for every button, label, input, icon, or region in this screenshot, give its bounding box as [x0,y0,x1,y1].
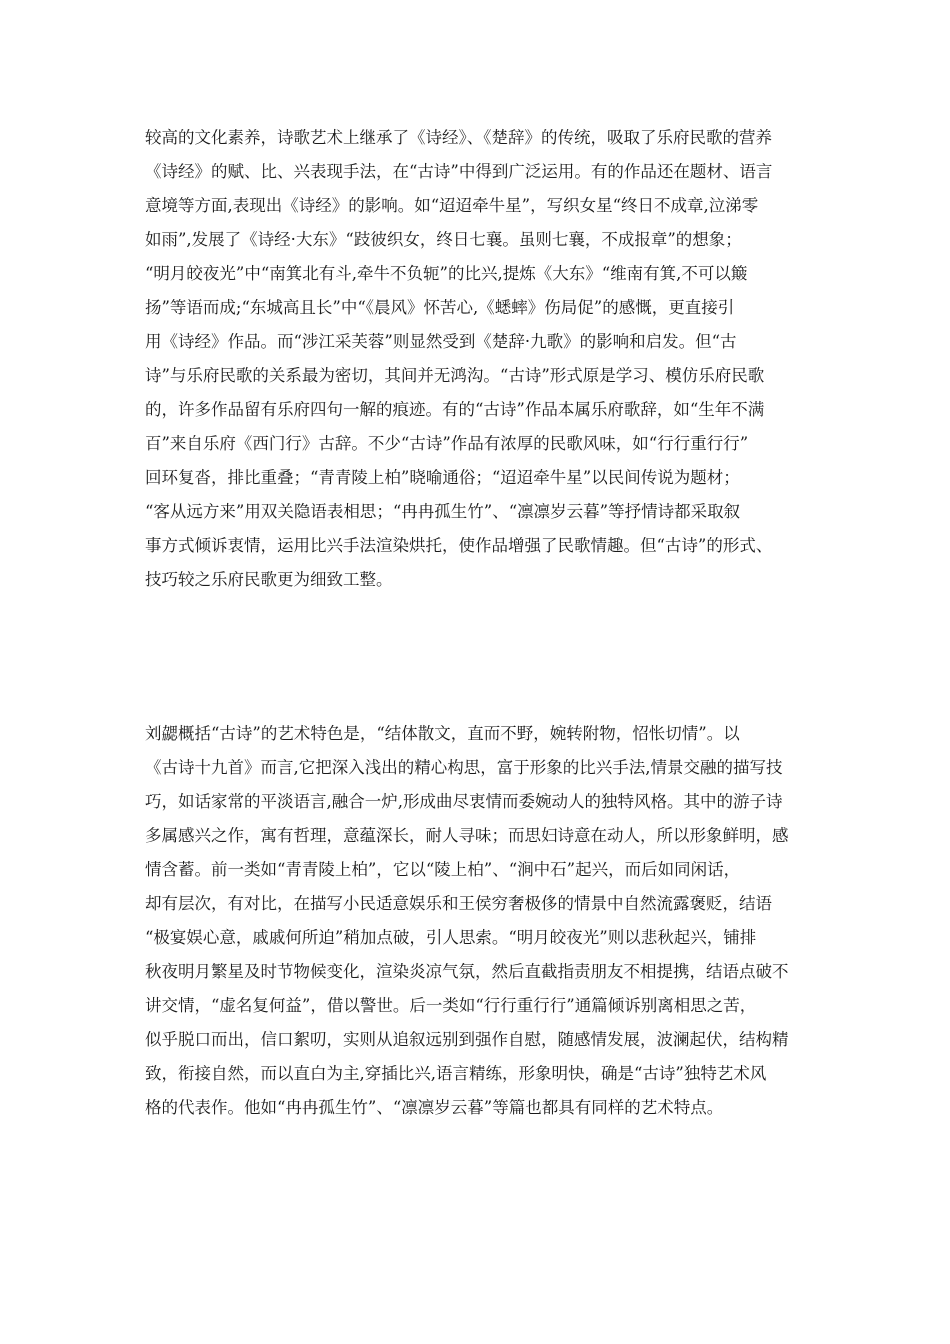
text-line: 刘勰概括“古诗”的艺术特色是，“结体散文，直而不野，婉转附物，怊怅切情”。以 [145,724,740,743]
paragraph-1 [145,121,815,597]
text-line: 讲交情，“虚名复何益”，借以警世。后一类如“行行重行行”通篇倾诉别离相思之苦， [145,996,757,1015]
text-line: 格的代表作。他如“冉冉孤生竹”、“凛凛岁云暮”等篇也都具有同样的艺术特点。 [145,1098,724,1117]
text-line: 事方式倾诉衷情，运用比兴手法渲染烘托，使作品增强了民歌情趣。但“古诗”的形式、 [145,536,773,555]
text-line: 致，衔接自然，而以直白为主,穿插比兴,语言精练，形象明快，确是“古诗”独特艺术风 [145,1064,767,1083]
text-line: 意境等方面,表现出《诗经》的影响。如“迢迢牵牛星”，写织女星“终日不成章,泣涕零 [145,196,759,215]
text-line: 似乎脱口而出，信口絮叨，实则从追叙远别到强作自慰，随感情发展，波澜起伏，结构精 [145,1030,789,1049]
text-line: 扬”等语而成;“东城高且长”中“《晨风》怀苦心,《蟋蟀》伤局促”的感慨，更直接引 [145,298,735,317]
text-line: 如雨”,发展了《诗经·大东》“跂彼织女，终日七襄。虽则七襄，不成报章”的想象； [145,230,742,249]
text-line: 诗”与乐府民歌的关系最为密切，其间并无鸿沟。“古诗”形式原是学习、模仿乐府民歌 [145,366,765,385]
text-line: 却有层次，有对比，在描写小民适意娱乐和王侯穷奢极侈的情景中自然流露褒贬，结语 [145,894,772,913]
text-line: 的，许多作品留有乐府四句一解的痕迹。有的“古诗”作品本属乐府歌辞，如“生年不满 [145,400,765,419]
text-line: “极宴娱心意，戚戚何所迫”稍加点破，引人思索。“明月皎夜光”则以悲秋起兴，铺排 [145,928,757,947]
text-line: “明月皎夜光”中“南箕北有斗,牵牛不负轭”的比兴,提炼《大东》“维南有箕,不可以簸 [145,264,748,283]
text-line: 用《诗经》作品。而“涉江采芙蓉”则显然受到《楚辞·九歌》的影响和启发。但“古 [145,332,737,351]
text-line: 《诗经》的赋、比、兴表现手法，在“古诗”中得到广泛运用。有的作品还在题材、语言 [145,162,773,181]
text-line: 《古诗十九首》而言,它把深入浅出的精心构思，富于形象的比兴手法,情景交融的描写技 [145,758,783,777]
text-line: 技巧较之乐府民歌更为细致工整。 [145,570,393,589]
text-line: 回环复沓，排比重叠；“青青陵上柏”晓喻通俗；“迢迢牵牛星”以民间传说为题材； [145,468,740,487]
text-line: “客从远方来”用双关隐语表相思；“冉冉孤生竹”、“凛凛岁云暮”等抒情诗都采取叙 [145,502,741,521]
text-line: 情含蓄。前一类如“青青陵上柏”，它以“陵上柏”、“涧中石”起兴，而后如同闲话， [145,860,741,879]
text-line: 秋夜明月繁星及时节物候变化，渲染炎凉气氛，然后直截指责朋友不相提携，结语点破不 [145,962,789,981]
text-line: 较高的文化素养，诗歌艺术上继承了《诗经》、《楚辞》的传统，吸取了乐府民歌的营养 [145,128,772,147]
text-line: 巧，如话家常的平淡语言,融合一炉,形成曲尽衷情而委婉动人的独特风格。其中的游子诗 [145,792,783,811]
text-line: 多属感兴之作，寓有哲理，意蕴深长，耐人寻味；而思妇诗意在动人，所以形象鲜明，感 [145,826,789,845]
paragraph-2 [145,717,815,1125]
text-line: 百”来自乐府《西门行》古辞。不少“古诗”作品有浓厚的民歌风味，如“行行重行行” [145,434,749,453]
